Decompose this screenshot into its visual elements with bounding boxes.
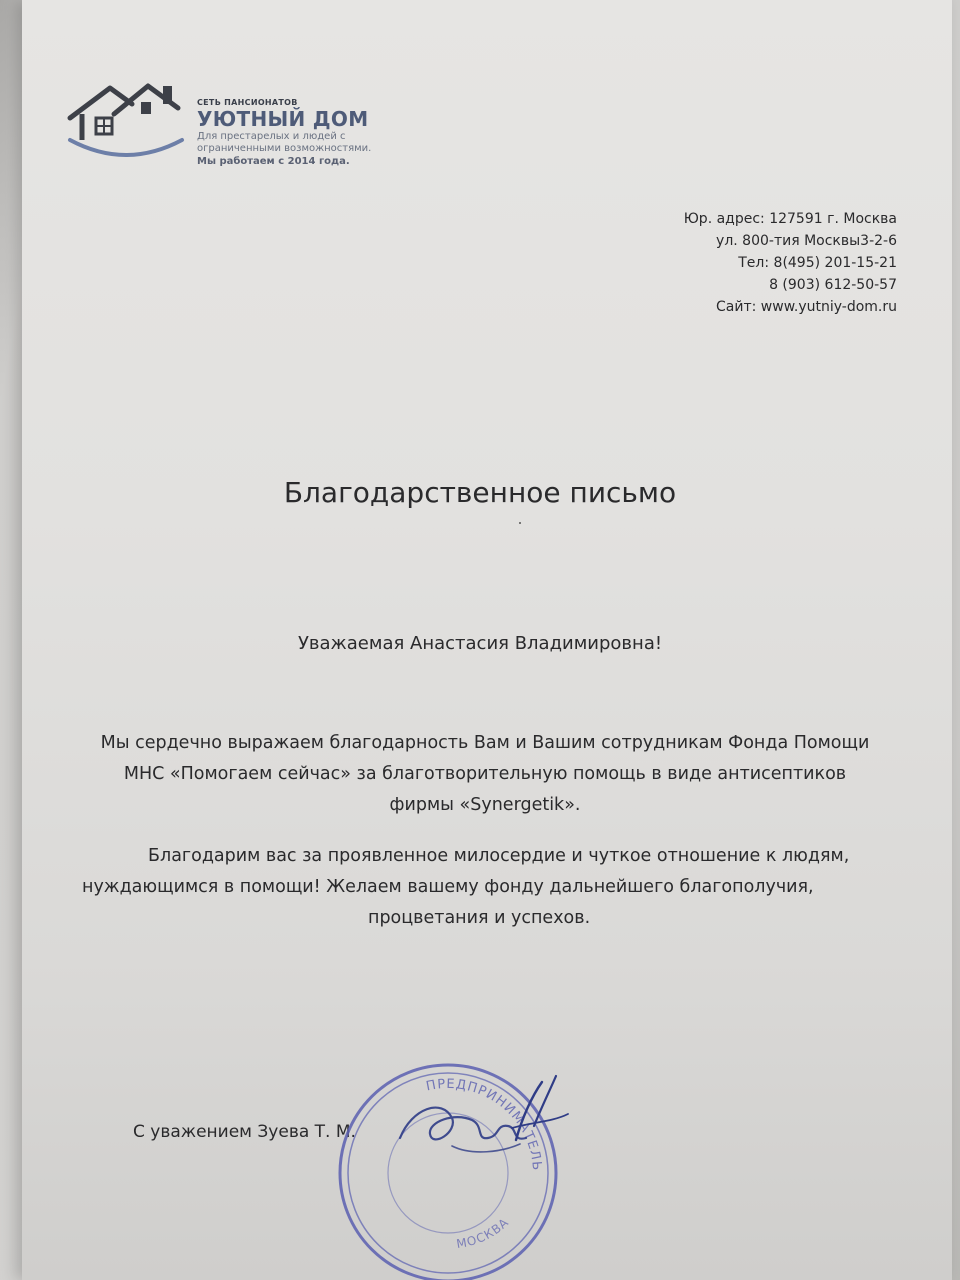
stamp-text-top: ПРЕДПРИНИМАТЕЛЬ — [424, 1076, 545, 1172]
letterhead-name: УЮТНЫЙ ДОМ — [197, 107, 369, 131]
address-line: Юр. адрес: 127591 г. Москва — [683, 211, 897, 227]
paragraph-line: процветания и успехов. — [368, 908, 591, 928]
letter-greeting: Уважаемая Анастасия Владимировна! — [297, 633, 663, 654]
paragraph-line: Благодарим вас за проявленное милосердие и чуткое отношение к людям, — [148, 846, 850, 866]
paper-speck — [519, 522, 521, 524]
letterhead-text — [197, 98, 447, 169]
phone-line: Тел: 8(495) 201-15-21 — [738, 255, 897, 271]
letterhead-subtitle-2: ограниченными возможностями. — [197, 143, 372, 154]
website-line: Сайт: www.yutniy-dom.ru — [716, 299, 897, 315]
letterhead-network: СЕТЬ ПАНСИОНАТОВ — [197, 98, 298, 107]
paragraph-line: нуждающимся в помощи! Желаем вашему фонду дальнейшего благополучия, — [82, 877, 814, 897]
letter-title: Благодарственное письмо — [283, 476, 677, 509]
letterhead-subtitle-1: Для престарелых и людей с — [197, 131, 346, 142]
svg-text:МОСКВА — [455, 1215, 511, 1251]
paragraph-line: МНС «Помогаем сейчас» за благотворительную помощь в виде антисептиков — [123, 764, 847, 784]
house-logo-icon — [66, 78, 186, 160]
letterhead-logo — [66, 78, 426, 188]
address-block — [684, 208, 897, 318]
letter-paragraph-1 — [70, 728, 900, 821]
paragraph-line: Мы сердечно выражаем благодарность Вам и Вашим сотрудникам Фонда Помощи — [100, 733, 870, 753]
letterhead-since: Мы работаем с 2014 года. — [197, 156, 350, 167]
paragraph-line: фирмы «Synergetik». — [389, 795, 581, 815]
handwritten-signature-icon — [392, 1068, 572, 1178]
stamp-text-bottom: МОСКВА — [455, 1215, 512, 1252]
phone-line: 8 (903) 612-50-57 — [769, 277, 897, 293]
address-line: ул. 800-тия Москвы3-2-6 — [716, 233, 897, 249]
letter-paragraph-2 — [80, 841, 900, 934]
letter-signoff: С уважением Зуева Т. М. — [133, 1122, 356, 1142]
